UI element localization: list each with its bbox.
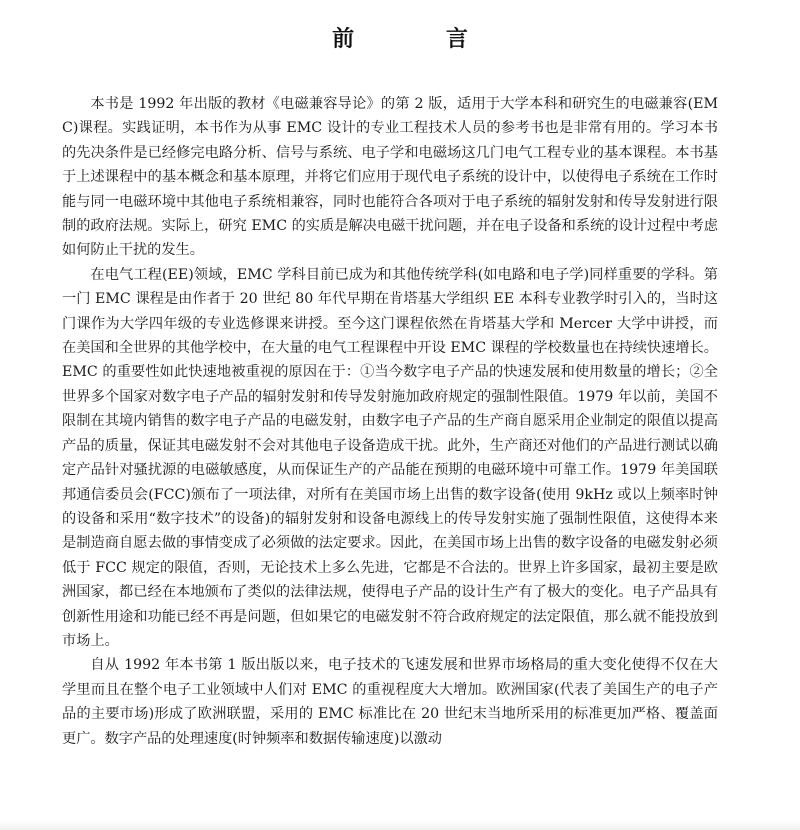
page-bottom-edge: [0, 820, 800, 830]
page-title: 前 言: [332, 26, 510, 52]
paragraph-1: 本书是 1992 年出版的教材《电磁兼容导论》的第 2 版，适用于大学本科和研究生的电磁兼容(EMC)课程。实践证明，本书作为从事 EMC 设计的专业工程技术人员的参考书也是非常有用的。学习本书的先决条件是已经修完电路分析、信号与系统、电子学和电磁场这几门电气工程专业的基本课程。本书基于上述课程中的基本概念和基本原理，并将它们应用于现代电子系统的设计中，以使得电子系统在工作时能与同一电磁环境中其他电子系统相兼容，同时也能符合各项对于电子系统的辐射发射和传导发射进行限制的政府法规。实际上，研究 EMC 的实质是解决电磁干扰问题，并在电子设备和系统的设计过程中考虑如何防止干扰的发生。: [62, 96, 718, 259]
paragraph-2: 在电气工程(EE)领域，EMC 学科目前已成为和其他传统学科(如电路和电子学)同样重要的学科。第一门 EMC 课程是由作者于 20 世纪 80 年代早期在肯塔基大学组织 EE 本科专业教学时引入的，当时这门课作为大学四年级的专业选修课来讲授。至今这门课程依然在肯塔基大学和 Mercer 大学中讲授，而在美国和全世界的其他学校中，在大量的电气工程课程中开设 EMC 课程的学校数量也在持续快速增长。EMC 的重要性如此快速地被重视的原因在于：①当今数字电子产品的快速发展和使用数量的增长；②全世界多个国家对数字电子产品的辐射发射和传导发射施加政府规定的强制性限值。1979 年以前，美国不限制在其境内销售的数字电子产品的电磁发射，由数字电子产品的生产商自愿采用企业制定的限值以提高产品的质量，保证其电磁发射不会对其他电子设备造成干扰。此外，生产商还对他们的产品进行测试以确定产品针对骚扰源的电磁敏感度，从而保证生产的产品能在预期的电磁环境中可靠工作。1979 年美国联邦通信委员会(FCC)颁布了一项法律，对所有在美国市场上出售的数字设备(使用 9kHz 或以上频率时钟的设备和采用“数字技术”的设备)的辐射发射和设备电源线上的传导发射实施了强制性限值，这使得本来是制造商自愿去做的事情变成了必须做的法定要求。因此，在美国市场上出售的数字设备的电磁发射必须低于 FCC 规定的限值，否则，无论技术上多么先进，它都是不合法的。世界上许多国家，最初主要是欧洲国家，都已经在本地颁布了类似的法律法规，使得电子产品的设计生产有了极大的变化。电子产品具有创新性用途和功能已经不再是问题，但如果它的电磁发射不符合政府规定的法定限值，那么就不能投放到市场上。: [62, 266, 718, 649]
paragraph-3: 自从 1992 年本书第 1 版出版以来，电子技术的飞速发展和世界市场格局的重大变化使得不仅在大学里而且在整个电子工业领域中人们对 EMC 的重视程度大大增加。欧洲国家(代表了美国生产的电子产品的主要市场)形成了欧洲联盟，采用的 EMC 标准比在 20 世纪末当地所采用的标准更加严格、覆盖面更广。数字产品的处理速度(时钟频率和数据传输速度)以激动: [62, 657, 718, 747]
preface-body: [62, 92, 718, 751]
